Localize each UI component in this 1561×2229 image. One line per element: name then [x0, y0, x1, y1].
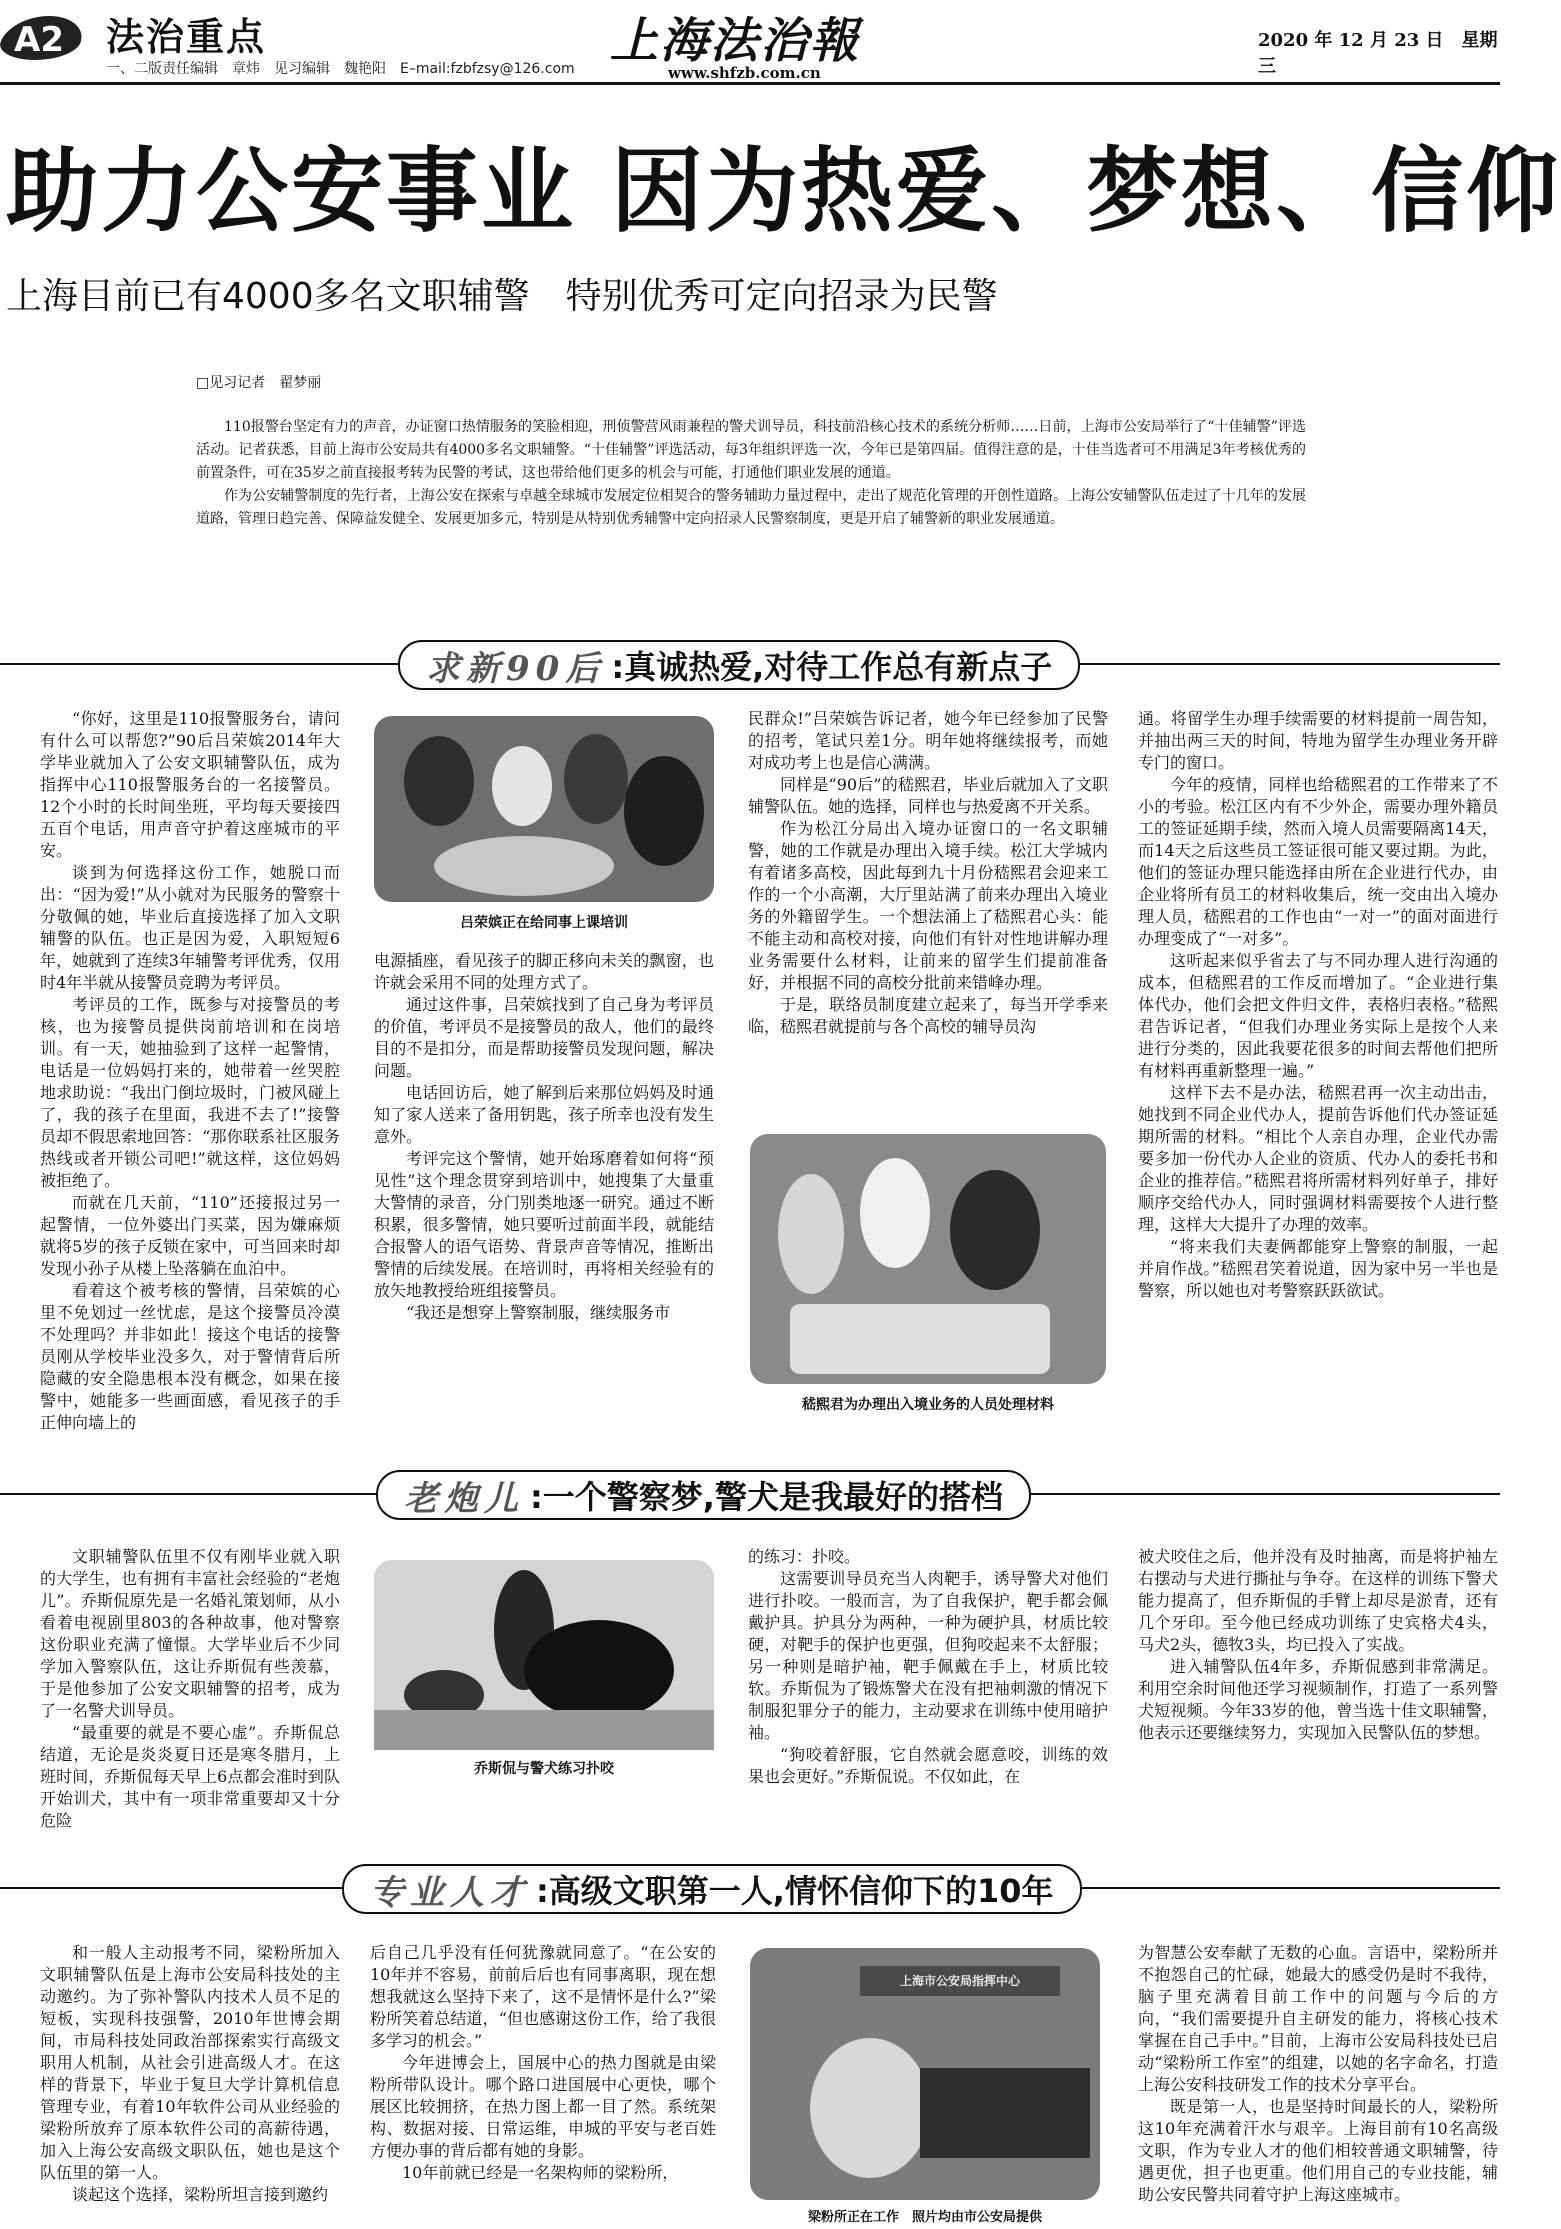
section-banner-2	[0, 1466, 1500, 1522]
paragraph: 谈到为何选择这份工作，她脱口而出：“因为爱!”从小就对为民服务的警察十分敬佩的她，毕业后直接选择了加入文职辅警的队伍。也正是因为爱，入职短短6年，她就到了连续3年辅警考评优秀，仅用时4年半就从接警员竞聘为考评员。	[40, 863, 340, 992]
s1-column-1	[40, 708, 340, 1432]
editors-line: 一、二版责任编辑 章炜 见习编辑 魏艳阳 E–mail:fzbfzsy@126.com	[106, 61, 575, 77]
paragraph: 文职辅警队伍里不仅有刚毕业就入职的大学生，也有拥有丰富社会经验的“老炮儿”。乔斯侃原先是一名婚礼策划师，从小看着电视剧里803的各种故事，他对警察这份职业充满了憧憬。大学毕业后不少同学加入警察队伍，这让乔斯侃有些羡慕，于是他参加了公安文职辅警的招考，成为了一名警犬训导员。	[40, 1547, 340, 1720]
paragraph: “最重要的就是不要心虚”。乔斯侃总结道，无论是炎炎夏日还是寒冬腊月，上班时间，乔斯侃每天早上6点都会准时到队开始训犬，其中有一项非常重要却又十分危险	[40, 1723, 340, 1830]
paragraph: “我还是想穿上警察制服，继续服务市	[406, 1303, 671, 1322]
paragraph: 作为松江分局出入境办证窗口的一名文职辅警，她的工作就是办理出入境手续。松江大学城内有着诸多高校，因此每到九十月份嵇熙君会迎来工作的一个小高潮，大厅里站满了前来办理出入境业务的外籍留学生。一个想法涌上了嵇熙君心头：能不能主动和高校对接，向他们有针对性地讲解办理业务需要什么材料，让前来的留学生们提前准备好，并根据不同的高校分批前来错峰办理。	[748, 819, 1108, 992]
page-header	[0, 0, 1500, 84]
s3-column-1	[40, 1942, 340, 2226]
paragraph: 考评员的工作，既参与对接警员的考核，也为接警员提供岗前培训和在岗培训。有一天，她抽验到了这样一起警情，电话是一位妈妈打来的，她带着一丝哭腔地求助说：“我出门倒垃圾时，门被风碰上了，我的孩子在里面，我进不去了!”接警员却不假思索地回答：“那你联系社区服务热线或者开锁公司吧!”就这样，这位妈妈被拒绝了。	[40, 995, 340, 1190]
paragraph: 这样下去不是办法，嵇熙君再一次主动出击，她找到不同企业代办人，提前告诉他们代办签证延期所需的材料。“相比个人亲自办理，企业代办需要多加一份代办人企业的资质、代办人的委托书和企业的推荐信。”嵇熙君将所需材料列好单子，排好顺序交给代办人，同时强调材料需要按个人进行整理，这样大大提升了办理的效率。	[1138, 1083, 1498, 1234]
paragraph: 后自己几乎没有任何犹豫就同意了。“在公安的10年并不容易，前前后后也有同事离职，现在想想我就这么坚持下来了，这不是情怀是什么?”梁粉所笑着总结道，“但也感谢这份工作，给了我很多学习的机会。”	[370, 1943, 716, 2050]
section-keyword: 专业人才	[370, 1872, 530, 1913]
s1-column-3	[748, 708, 1108, 1116]
issue-date: 2020 年 12 月 23 日 星期三	[1258, 30, 1498, 77]
s1-column-2	[374, 950, 714, 1414]
masthead-url: www.shfzb.com.cn	[668, 64, 821, 82]
section-banner-3	[0, 1860, 1500, 1916]
s2-column-3	[748, 1546, 1108, 1812]
intro-paragraphs	[196, 416, 1306, 531]
photo-training-class	[374, 716, 714, 902]
paragraph: 进入辅警队伍4年多，乔斯侃感到非常满足。利用空余时间他还学习视频制作，打造了一系列警犬短视频。今年33岁的他，曾当选十佳文职辅警，他表示还要继续努力，实现加入民警队伍的梦想。	[1138, 1657, 1498, 1742]
paragraph: 考评完这个警情，她开始琢磨着如何将“预见性”这个理念贯穿到培训中，她搜集了大量重大警情的录音，分门别类地逐一研究。通过不断积累，很多警情，她只要听过前面半段，就能结合报警人的语气语势、背景声音等情况，推断出警情的后续发展。在培训时，再将相关经验有的放矢地教授给班组接警员。	[374, 1149, 714, 1300]
section-keyword: 老炮儿	[404, 1478, 524, 1519]
paragraph: 而就在几天前，“110”还接报过另一起警情，一位外婆出门买菜，因为嫌麻烦就将5岁的孩子反锁在家中，可当回来时却发现小孙子从楼上坠落躺在血泊中。	[40, 1193, 340, 1278]
paragraph: 同样是“90后”的嵇熙君，毕业后就加入了文职辅警队伍。她的选择，同样也与热爱离不开关系。	[748, 775, 1108, 816]
paragraph: 被犬咬住之后，他并没有及时抽离，而是将护袖左右摆动与犬进行撕扯与争夺。在这样的训练下警犬能力提高了，但乔斯侃的手臂上却尽是淤青，还有几个牙印。至今他已经成功训练了史宾格犬4头，马犬2头，德牧3头，均已投入了实战。	[1138, 1547, 1498, 1654]
paragraph: 看着这个被考核的警情，吕荣嫔的心里不免划过一丝忧虑，是这个接警员冷漠不处理吗？并非如此！接这个电话的接警员刚从学校毕业没多久，对于警情背后所隐藏的安全隐患根本没有概念，如果在接警中，她能多一些画面感，看见孩子的手正伸向墙上的	[40, 1281, 340, 1432]
section-keyword: 求新90后	[426, 648, 606, 689]
s2-column-4	[1138, 1546, 1498, 1812]
paragraph: 通。将留学生办理手续需要的材料提前一周告知，并抽出两三天的时间，特地为留学生办理业务开辟专门的窗口。	[1138, 709, 1498, 772]
paragraph: 这听起来似乎省去了与不同办理人进行沟通的成本，但嵇熙君的工作反而增加了。“企业进行集体代办，他们会把文件归文件，表格归表格。”嵇熙君告诉记者，“但我们办理业务实际上是按个人来进行分类的，因此我要花很多的时间去帮他们把所有材料再重新整理一遍。”	[1138, 951, 1498, 1080]
s2-column-1	[40, 1546, 340, 1830]
byline: □见习记者 翟梦丽	[196, 375, 322, 391]
paragraph: 电话回访后，她了解到后来那位妈妈及时通知了家人送来了备用钥匙，孩子所幸也没有发生意外。	[374, 1083, 714, 1146]
section-code: A2	[14, 20, 64, 60]
paragraph: “狗咬着舒服，它自然就会愿意咬，训练的效果也会更好。”乔斯侃说。不仅如此，在	[748, 1745, 1108, 1786]
headline: 助力公安事业 因为热爱、梦想、信仰	[6, 138, 1561, 245]
header-rule	[0, 82, 1500, 85]
photo-command-center	[750, 1948, 1100, 2200]
photo-caption: 嵇熙君为办理出入境业务的人员处理材料	[802, 1397, 1054, 1413]
paragraph: 的练习：扑咬。	[748, 1547, 861, 1566]
paragraph: 10年前就已经是一名架构师的梁粉所，	[402, 2163, 679, 2182]
paragraph: 既是第一人，也是坚持时间最长的人，梁粉所这10年充满着汗水与艰辛。上海目前有10名高级文职，作为专业人才的他们相较普通文职辅警，待遇更优，担子也更重。他们用自己的专业技能，辅助公安民警共同着守护上海这座城市。	[1138, 2097, 1498, 2204]
paragraph: 于是，联络员制度建立起来了，每当开学季来临，嵇熙君就提前与各个高校的辅导员沟	[748, 995, 1108, 1036]
paragraph: 民群众!”吕荣嫔告诉记者，她今年已经参加了民警的招考，笔试只差1分。明年她将继续报考，而她对成功考上也是信心满满。	[748, 709, 1108, 772]
paragraph: 为智慧公安奉献了无数的心血。言语中，梁粉所并不抱怨自己的忙碌，她最大的感受仍是时不我待，脑子里充满着目前工作中的问题与今后的方向，“我们需要提升自主研发的能力，将核心技术掌握在自己手中。”目前，上海市公安局科技处已启动“梁粉所工作室”的组建，以她的名字命名，打造上海公安科技研发工作的技术分享平台。	[1138, 1943, 1498, 2094]
photo-caption: 乔斯侃与警犬练习扑咬	[474, 1761, 614, 1777]
section-name: 法治重点	[106, 15, 267, 59]
paragraph: “将来我们夫妻俩都能穿上警察的制服，一起并肩作战。”嵇熙君笑着说道，因为家中另一半也是警察，所以她也对考警察跃跃欲试。	[1138, 1237, 1498, 1300]
photo-police-dog-training	[374, 1560, 714, 1746]
photo-caption: 梁粉所正在工作 照片均由市公安局提供	[807, 2210, 1042, 2225]
section-title: :真诚热爱,对待工作总有新点子	[611, 648, 1053, 686]
paragraph: 今年的疫情，同样也给嵇熙君的工作带来了不小的考验。松江区内有不少外企，需要办理外籍员工的签证延期手续，然而入境人员需要隔离14天，而14天之后这些员工签证很可能又要过期。为此，他们的签证办理只能选择由所在企业进行代办，由企业将所有员工的材料收集后，统一交由出入境办理人员，嵇熙君的工作也由“一对一”的面对面进行办理变成了“一对多”。	[1138, 775, 1498, 948]
section-title: :高级文职第一人,情怀信仰下的10年	[536, 1872, 1054, 1910]
s3-column-2	[370, 1942, 716, 2226]
paragraph: 通过这件事，吕荣嫔找到了自己身为考评员的价值，考评员不是接警员的敌人，他们的最终目的不是扣分，而是帮助接警员发现问题，解决问题。	[374, 995, 714, 1080]
section-badge	[2, 8, 106, 64]
section-banner-1	[0, 636, 1500, 692]
masthead-logo: 上海法治報	[610, 13, 861, 69]
photo-caption: 吕荣嫔正在给同事上课培训	[460, 915, 628, 931]
subheadline: 上海目前已有4000多名文职辅警 特别优秀可定向招录为民警	[6, 276, 998, 317]
s3-column-4	[1138, 1942, 1498, 2226]
paragraph: 今年进博会上，国展中心的热力图就是由梁粉所带队设计。哪个路口进国展中心更快，哪个展区比较拥挤，在热力图上都一目了然。系统架构、数据对接、日常运维，申城的平安与老百姓方便办事的背后都有她的身影。	[370, 2053, 716, 2160]
paragraph: 电源插座，看见孩子的脚正移向未关的飘窗，也许就会采用不同的处理方式了。	[374, 951, 714, 992]
section-title: :一个警察梦,警犬是我最好的搭档	[530, 1478, 1003, 1516]
paragraph: 和一般人主动报考不同，梁粉所加入文职辅警队伍是上海市公安局科技处的主动邀约。为了弥补警队内技术人员不足的短板，实现科技强警，2010年世博会期间，市局科技处同政治部探索实行高级文职用人机制，从社会引进高级人才。在这样的背景下，毕业于复旦大学计算机信息管理专业，有着10年软件公司从业经验的梁粉所放弃了原本软件公司的高薪待遇，加入上海公安高级文职队伍，她也是这个队伍里的第一人。	[40, 1943, 340, 2182]
photo-exit-entry-window	[750, 1134, 1106, 1384]
intro-paragraph: 110报警台坚定有力的声音，办证窗口热情服务的笑脸相迎，刑侦警营风雨兼程的警犬训导员，科技前沿核心技术的系统分析师……日前，上海市公安局举行了“十佳辅警”评选活动。记者获悉，目前上海市公安局共有4000多名文职辅警。“十佳辅警”评选活动，每3年组织评选一次，今年已是第四届。值得注意的是，十佳当选者可不用满足3年考核优秀的前置条件，可在35岁之前直接报考转为民警的考试，这也带给他们更多的机会与可能，打通他们职业发展的通道。	[196, 419, 1306, 481]
photo-sign-text: 上海市公安局指挥中心	[899, 1974, 1020, 1988]
s1-column-4	[1138, 708, 1498, 1414]
paragraph: “你好，这里是110报警服务台，请问有什么可以帮您?”90后吕荣嫔2014年大学毕业就加入了公安文职辅警队伍，成为指挥中心110报警服务台的一名接警员。12个小时的长时间坐班，平均每天要接四五百个电话，用声音守护着这座城市的平安。	[40, 709, 340, 860]
paragraph: 谈起这个选择，梁粉所坦言接到邀约	[72, 2185, 329, 2204]
intro-paragraph: 作为公安辅警制度的先行者，上海公安在探索与卓越全球城市发展定位相契合的警务辅助力量过程中，走出了规范化管理的开创性道路。上海公安辅警队伍走过了十几年的发展道路，管理日趋完善、保障益发健全、发展更加多元，特别是从特别优秀辅警中定向招录人民警察制度，更是开启了辅警新的职业发展通道。	[196, 488, 1306, 527]
paragraph: 这需要训导员充当人肉靶手，诱导警犬对他们进行扑咬。一般而言，为了自我保护，靶手都会佩戴护具。护具分为两种，一种为硬护具，材质比较硬，对靶手的保护也更强，但狗咬起来不太舒服；另一种则是暗护袖，靶手佩戴在手上，材质比较软。乔斯侃为了锻炼警犬在没有把袖刺激的情况下制服犯罪分子的能力，主动要求在训练中使用暗护袖。	[748, 1569, 1108, 1742]
